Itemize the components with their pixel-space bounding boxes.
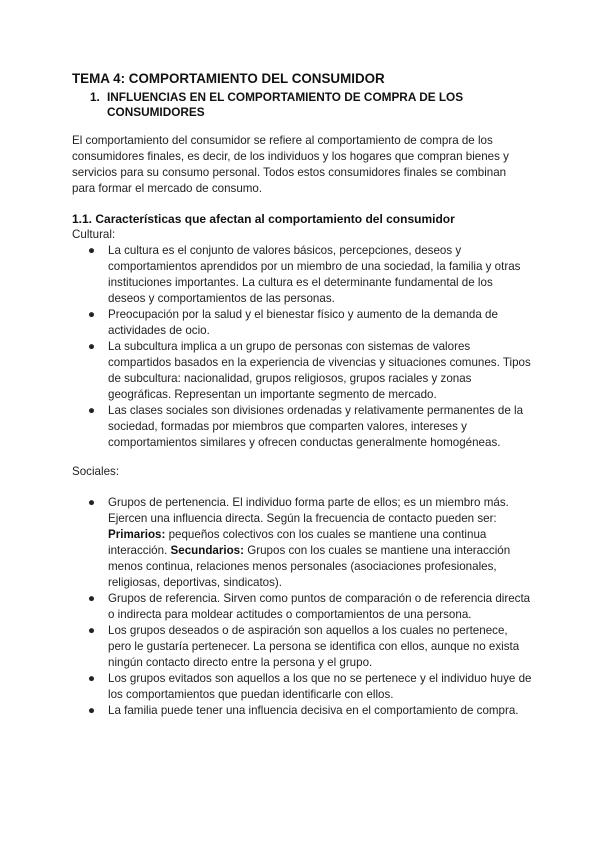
bullet-icon: ● [88,592,96,605]
bullet-icon: ● [88,624,96,637]
list-item [72,703,532,719]
document-title: TEMA 4: COMPORTAMIENTO DEL CONSUMIDOR [72,71,385,86]
list-item-text: Preocupación por la salud y el bienestar físico y aumento de la demanda de actividades de ocio. [108,308,498,337]
list-item-text: La subcultura implica a un grupo de personas con sistemas de valores compartidos basados en la experiencia de vivencias y situaciones comunes. Tipos de subcultura: nacionalidad, grupos religiosos, grupos raciales y zonas geográficas. Representan un importante segmento de mercado. [108,340,531,401]
document-page [72,70,532,719]
bullet-icon: ● [88,496,96,509]
list-item-text: Las clases sociales son divisiones ordenadas y relativamente permanentes de la sociedad, formadas por miembros que comparten valores, intereses y comportamientos similares y ofrecen conductas generalmente homogéneas. [108,404,524,449]
bullet-icon: ● [88,672,96,685]
list-item-text: Grupos de pertenencia. El individuo forma parte de ellos; es un miembro más. Ejercen una influencia directa. Según la frecuencia de contacto pueden ser: [108,496,509,525]
list-item [72,307,532,339]
list-item [72,623,532,671]
sociales-label: Sociales: [72,465,120,478]
primarios-label: Primarios: [108,528,166,541]
primarios-text: pequeños colectivos con los cuales se mantiene una continua interacción. [108,528,487,557]
bullet-icon: ● [88,308,96,321]
section-number: 1. [90,90,100,104]
secundarios-text: Grupos con los cuales se mantiene una interacción menos continua, relaciones menos personales (asociaciones profesionales, religiosas, deportivas, sindicatos). [108,544,511,589]
list-item [72,403,532,451]
bullet-icon: ● [88,244,96,257]
list-item-text: La cultura es el conjunto de valores básicos, percepciones, deseos y comportamientos aprendidos por un miembro de una sociedad, la familia y otras instituciones importantes. La cultura es el determinante fundamental de los deseos y comportamientos de las personas. [108,244,521,305]
list-item-text: Grupos de referencia. Sirven como puntos de comparación o de referencia directa o indirecta para moldear actitudes o comportamientos de una persona. [108,592,531,621]
secundarios-label: Secundarios: [170,544,244,557]
list-item-text: La familia puede tener una influencia decisiva en el comportamiento de compra. [108,704,519,717]
intro-paragraph: El comportamiento del consumidor se refiere al comportamiento de compra de los consumidores finales, es decir, de los individuos y los hogares que compran bienes y servicios para su consumo personal. Todos estos consumidores finales se combinan para formar el mercado de consumo. [72,134,509,195]
list-item [72,495,532,591]
list-item [72,339,532,403]
bullet-icon: ● [88,404,96,417]
cultural-label: Cultural: [72,228,116,241]
bullet-icon: ● [88,340,96,353]
list-item [72,243,532,307]
list-item-text: Los grupos deseados o de aspiración son aquellos a los cuales no pertenece, pero le gustaría pertenecer. La persona se identifica con ellos, aunque no exista ningún contacto directo entre la persona y el grupo. [108,624,520,669]
list-item-text: Los grupos evitados son aquellos a los que no se pertenece y el individuo huye de los comportamientos que puedan identificarle con ellos. [108,672,532,701]
list-item [72,671,532,703]
sociales-list [72,495,532,719]
subsection-heading: 1.1. Características que afectan al comportamiento del consumidor [72,212,455,226]
section-heading [90,90,532,120]
section-heading-text: INFLUENCIAS EN EL COMPORTAMIENTO DE COMPRA DE LOS CONSUMIDORES [107,90,464,119]
bullet-icon: ● [88,704,96,717]
list-item [72,591,532,623]
cultural-list [72,243,532,451]
